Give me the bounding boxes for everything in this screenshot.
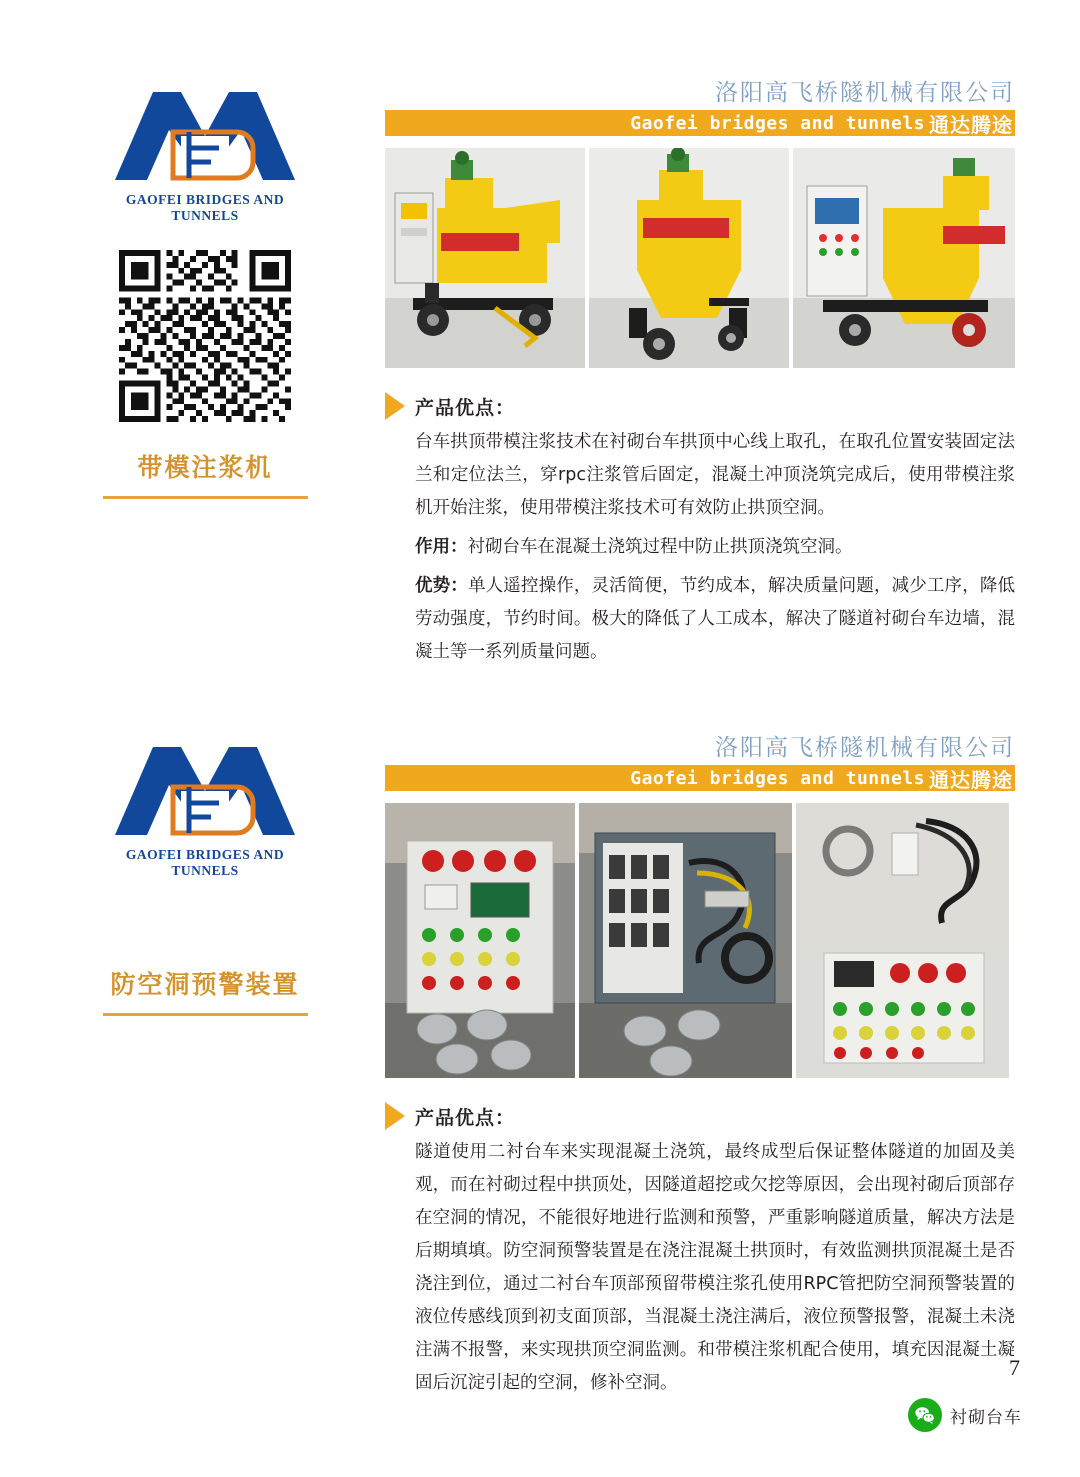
brand-header-2	[385, 735, 1015, 797]
brand-slogan-2: 通达腾途	[929, 767, 1013, 792]
company-name-en: Gaofei bridges and tunnels	[630, 112, 925, 134]
product-section-cavity-alarm	[0, 735, 1080, 1393]
paragraph-1-3-label: 优势：	[415, 576, 468, 596]
paragraph-1-1: 台车拱顶带模注浆技术在衬砌台车拱顶中心线上取孔，在取孔位置安装固定法兰和定位法兰，穿rpc注浆管后固定，混凝土冲顶浇筑完成后，使用带模注浆机开始注浆，使用带模注浆技术可有效防止拱顶空洞。	[415, 432, 1015, 518]
paragraph-1-2	[415, 531, 1015, 564]
brand-bar-2	[385, 765, 1015, 791]
grouting-machine-photo-2	[589, 148, 789, 368]
brand-header-1	[385, 80, 1015, 142]
product-photo-row-2	[385, 803, 1015, 1078]
section-2-left-column	[60, 735, 350, 1016]
control-cabinet-photo-1	[385, 803, 575, 1078]
wechat-footer	[908, 1398, 1022, 1432]
company-name-cn-2: 洛阳高飞桥隧机械有限公司	[715, 735, 1015, 761]
category-title-2: 防空洞预警装置	[110, 970, 300, 999]
product-points-1	[385, 392, 1015, 669]
company-logo-2	[95, 735, 315, 879]
grouting-machine-photo-3	[793, 148, 1015, 368]
product-section-grouting-machine	[0, 80, 1080, 690]
control-panel-illustration	[796, 803, 1009, 1078]
category-rule-2	[103, 1013, 308, 1016]
page-number: 7	[1009, 1355, 1020, 1380]
control-cabinet-illustration	[385, 803, 575, 1078]
paragraph-1-3-text: 单人遥控操作，灵活简便，节约成本，解决质量问题，减少工序，降低劳动强度，节约时间。极大的降低了人工成本，解决了隧道衬砌台车边墙，混凝土等一系列质量问题。	[415, 576, 1016, 662]
gaofei-logo-mark-icon-2	[95, 735, 315, 845]
category-title-1: 带模注浆机	[137, 453, 273, 482]
wechat-glyph-icon	[914, 1404, 936, 1426]
company-name-en-2: Gaofei bridges and tunnels	[630, 767, 925, 789]
qr-code-icon	[119, 250, 291, 422]
logo-caption: GAOFEI BRIDGES AND TUNNELS	[125, 192, 285, 223]
triangle-bullet-icon-2	[385, 1102, 405, 1130]
grouting-machine-illustration-2	[589, 148, 789, 368]
gaofei-logo-mark-icon	[95, 80, 315, 190]
paragraph-1-2-label: 作用：	[415, 537, 468, 557]
section-2-right-column	[385, 735, 1015, 1400]
wechat-account-name: 衬砌台车	[950, 1407, 1022, 1428]
paragraph-1-2-text: 衬砌台车在混凝土浇筑过程中防止拱顶浇筑空洞。	[467, 537, 853, 557]
points-heading-2	[385, 1102, 1015, 1130]
grouting-machine-illustration-3	[793, 148, 1015, 368]
grouting-machine-photo-1	[385, 148, 585, 368]
wiring-panel-photo-2	[579, 803, 792, 1078]
section-1-right-column	[385, 80, 1015, 669]
triangle-bullet-icon	[385, 392, 405, 420]
points-title-1: 产品优点：	[415, 396, 516, 419]
points-heading-1	[385, 392, 1015, 420]
company-name-cn: 洛阳高飞桥隧机械有限公司	[715, 80, 1015, 106]
paragraph-2-1: 隧道使用二衬台车来实现混凝土浇筑，最终成型后保证整体隧道的加固及美观，而在衬砌过程中拱顶处，因隧道超挖或欠挖等原因，会出现衬砌后顶部存在空洞的情况，不能很好地进行监测和预警，严重影响隧道质量，解决方法是后期填填。防空洞预警装置是在浇注混凝土拱顶时，有效监测拱顶混凝土是否浇注到位，通过二衬台车顶部预留带模注浆孔使用RPC管把防空洞预警装置的液位传感线顶到初支面顶部，当混凝土浇注满后，液位预警报警，混凝土未浇注满不报警，来实现拱顶空洞监测。和带模注浆机配合使用，填充因混凝土凝固后沉淀引起的空洞，修补空洞。	[415, 1142, 1015, 1393]
wechat-icon	[908, 1398, 942, 1432]
control-panel-photo-3	[796, 803, 1009, 1078]
paragraph-1-3	[415, 570, 1015, 669]
brand-slogan: 通达腾途	[929, 112, 1013, 137]
qr-code	[119, 250, 291, 422]
company-logo	[95, 80, 315, 224]
logo-caption-2: GAOFEI BRIDGES AND TUNNELS	[125, 847, 285, 878]
product-photo-row-1	[385, 148, 1015, 368]
brand-bar	[385, 110, 1015, 136]
wiring-panel-illustration	[579, 803, 792, 1078]
grouting-machine-illustration-1	[385, 148, 585, 368]
category-rule-1	[103, 496, 308, 499]
section-1-left-column	[60, 80, 350, 499]
product-points-2	[385, 1102, 1015, 1400]
points-title-2: 产品优点：	[415, 1106, 516, 1129]
